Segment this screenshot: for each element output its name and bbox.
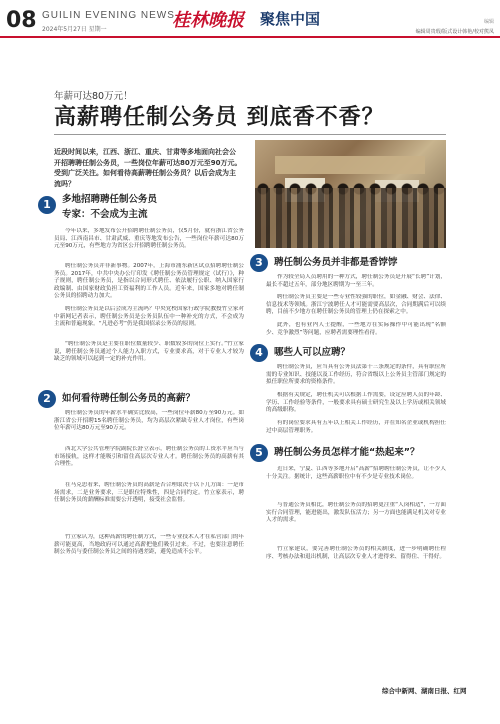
section-1-title-line1: 多地招聘聘任制公务员 <box>62 194 158 205</box>
page-header <box>0 0 500 38</box>
brand-logo: 桂林晚报 <box>172 10 244 31</box>
col4-paragraph: 聘任制公务员，应当具有公务员法第十三条规定的条件，具有职位所需的专业知识、技能以及工作经历，符合省级以上公务员主管部门规定的拟任职位所要求的资格条件。 <box>266 364 446 386</box>
col4-paragraph: 根据有关规定，聘任机关可以根据工作需要，设定应聘人员的年龄、学历、工作经验等条件，一般要求具有硕士研究生及以上学历或相关领域的高级职称。 <box>266 392 446 414</box>
col3-paragraph: 此外，也有业内人士提醒，一些地方在实际操作中可能出现“名额少、竞争激烈”等问题，应聘者需要理性看待。 <box>266 322 446 336</box>
col1-paragraph: 今年以来，多地发布公开招聘聘任制公务员，仅5月份，就有浙江省公务员局、江西南昌市、甘肃武威、重庆等地发布公告，一些岗位年薪可达80万元至90万元，有些地方为省区公开招聘聘任制公务员。 <box>54 228 244 250</box>
col2-paragraph: 在马克思看来，聘任制公务员的高薪是否合理取决于以下几方面：一是市场需求，二是业务要求，三是职位特殊性，四是合同约定。竹立家表示，聘任制公务员的薪酬标准需要公开透明，接受社会监督。 <box>54 482 244 504</box>
article-lead: 近段时间以来，江西、浙江、重庆、甘肃等多地面向社会公开招聘聘任制公务员，一些岗位年薪可达80万元至90万元。受到广泛关注。如何看待高薪聘任制公务员？以后会成为主流吗？ <box>54 148 242 188</box>
section-1-title-line2: 专家：不会成为主流 <box>62 209 148 220</box>
page-number: 08 <box>6 8 37 33</box>
col4-paragraph: 有的岗位要求具有五年以上相关工作经历，并在知名企业或机构担任过中高层管理职务。 <box>266 420 446 434</box>
section-number-5: 5 <box>250 444 268 462</box>
col1-paragraph: 聘任制公务员并非新事物。2007年，上海市浦东新区试点招聘聘任制公务员。2017年，中共中央办公厅印发《聘任制公务员管理规定（试行）》，种子规则，聘任制公务员，是指以合同形式聘任、依法履行公职、纳入国家行政编制、由国家财政负担工资福利的工作人员。近年来，国家多地对聘任制公务员的招聘动力加大。 <box>54 263 244 300</box>
col5-paragraph: 近日来，宁夏、江西等多地开启“高薪”招聘聘任制公务员，让不少人十分关注。据统计，这些高薪职位中有不少是专业技术岗位。 <box>266 466 446 480</box>
editor-label: 编辑 <box>483 19 494 25</box>
col1-paragraph: “聘任制公务员是主要在职位数量较少、职数较多的岗位上实行。”竹立家说，聘任制公务员通过个人能力入职方式，专业要求高，对于专业人才较为缺乏的领域可以起到一定的补充作用。 <box>54 341 244 363</box>
section-2-title: 如何看待聘任制公务员的高薪？ <box>62 393 196 404</box>
col3-paragraph: 聘任制公务员主要是一些专业性较强的职位，如金融、财会、法律、信息技术等领域。浙江宁波聘任人才可能需要高层次，合同期满后可以续聘，目前不少地方在聘任制公务员的管理上仍在探索之中。 <box>266 294 446 316</box>
section-number-3: 3 <box>250 254 268 272</box>
photo-banner <box>275 156 425 174</box>
section-4-title: 哪些人可以应聘？ <box>274 347 351 358</box>
editor-credits: 编辑周贵瑕/版式设计韩艳/校对熊凤 <box>415 29 494 35</box>
article-source: 综合中新网、湖南日报、红网 <box>382 687 467 695</box>
section-number-1: 1 <box>38 196 56 214</box>
section-3-title: 聘任制公务员并非都是香饽饽 <box>274 257 398 268</box>
col5-paragraph: 与普通公务员相比，聘任制公务员的招聘更注重“人岗相适”，一方面实行合同管理，能进能出，激发队伍活力；另一方面也能满足机关对专业人才的需求。 <box>266 502 446 524</box>
col2-paragraph: 竹立家认为，这种高薪的聘任制方式，一些专业技术人才在私营部门的年薪可能更高，当地政府可以通过高薪把他们吸引过来。不过，也要注意聘任制公务员与委任制公务员之间的待遇差距，避免造成不公平。 <box>54 534 244 556</box>
article-title: 高薪聘任制公务员 到底香不香？ <box>54 105 385 130</box>
article-kicker: 年薪可达80万元！ <box>54 91 133 102</box>
section-number-2: 2 <box>38 390 56 408</box>
section-number-4: 4 <box>250 344 268 362</box>
title-divider <box>54 134 446 135</box>
col1-paragraph: 聘任制公务员是以后会成为主流吗？中央党校国家行政学院教授竹立家对中新网记者表示，聘任制公务员是公务员队伍中一种补充的方式，不会成为主流和普遍现象。“凡进必考”仍是我国招录公务员的原则。 <box>54 306 244 328</box>
photo-crowd <box>255 188 446 248</box>
paper-name: GUILIN EVENING NEWS <box>42 10 175 21</box>
col2-paragraph: 西北大学公共管理学院副院长舒立表示，聘任制公务员的工资水平应当与市场接轨，这样才能吸引和留住高层次专业人才。聘任制公务员的高薪有其合理性。 <box>54 446 244 468</box>
col3-paragraph: 作为较全局人员聘用的一种方式，聘任制公务员是开展“长聘”计划，最长不超过五年，部分地区聘期为一至三年。 <box>266 274 446 288</box>
col5-paragraph: 竹立家建议，要完善聘任制公务员的相关制度，进一步明确聘任程序、考核办法和退出机制，让高层次专业人才进得来、留得住、干得好。 <box>266 546 446 560</box>
col2-paragraph: 聘任制公务员的年薪水平确实比较高，一些岗位年薪80万至90万元。如浙江省公开招聘15名聘任制公务员，均为高层次紧缺专业人才岗位，有些岗位年薪可达80万元至90万元。 <box>54 410 244 432</box>
news-photo <box>255 140 446 248</box>
section-5-title: 聘任制公务员怎样才能“热起来”？ <box>274 447 420 458</box>
section-title: 聚焦中国 <box>260 10 321 28</box>
issue-date: 2024年5月27日 星期一 <box>42 26 107 33</box>
